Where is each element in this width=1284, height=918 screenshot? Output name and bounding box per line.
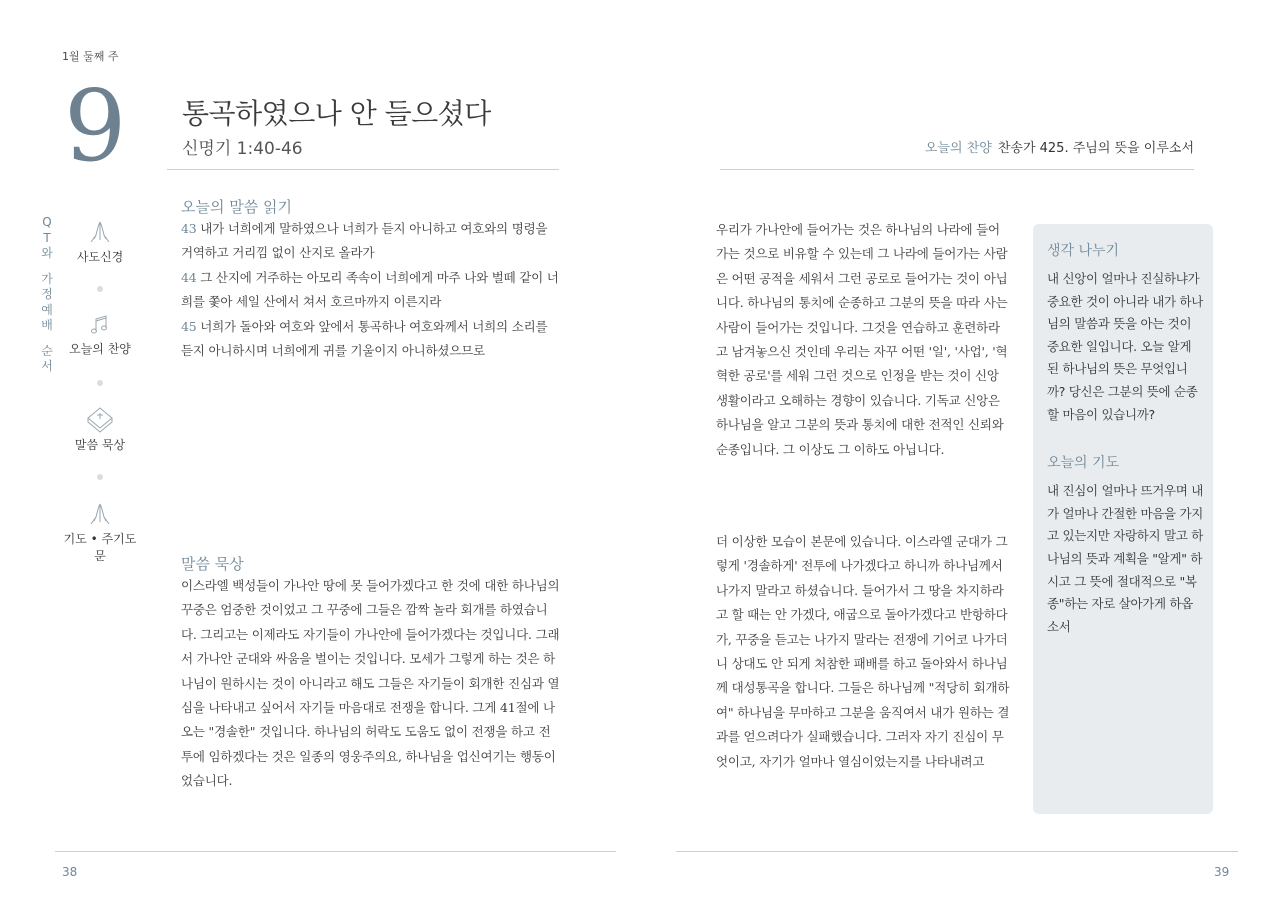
verse: 45 너희가 돌아와 여호와 앞에서 통곡하나 여호와께서 너희의 소리를 듣지 아니하시며 너희에게 귀를 기울이지 아니하셨으므로 [181,318,548,359]
meditation-text: 이스라엘 백성들이 가나안 땅에 못 들어가겠다고 한 것에 대한 하나님의 꾸중은 엄중한 것이었고 그 꾸중에 그들은 깜짝 놀라 회개를 하였습니다. 그리고는 이제라도 자기들이 가나안에 들어가겠다는 것입니다. 그래서 가나안 군대와 싸움을 벌이는 것입니다. 모세가 그렇게 하는 것은 하나님이 원하시는 것이 아니라고 해도 그들은 자기들이 회개한 진심과 열심을 나타내고 싶어서 자기들 마음대로 전쟁을 합니다. 그게 41절에 나오는 "경솔한" 것입니다. 하나님의 허락도 도움도 없이 전쟁을 하고 전투에 임하겠다는 것은 일종의 영웅주의요, 하나님을 업신여기는 행동이었습니다. [181,578,560,789]
sidebar-dot [97,380,103,386]
footer-divider [676,851,1238,852]
prayer-heading: 오늘의 기도 [1047,455,1120,472]
meditation-section [181,553,561,794]
sidebar-item-hymn [60,310,140,357]
bible-book-icon [84,404,116,434]
sidebar-dot [97,286,103,292]
day-number: 9 [64,70,127,184]
hymn-label: 오늘의 찬양 [924,141,992,156]
page-number-left: 38 [62,865,78,879]
verse-list [181,217,561,363]
vertical-order-label: Q T 와 가 정 예 배 순 서 [41,215,53,373]
verse: 44 그 산지에 거주하는 아모리 족속이 너희에게 마주 나와 벌떼 같이 너희를 쫓아 세일 산에서 쳐서 호르마까지 이른지라 [181,269,559,310]
sidebar-item-label: 말씀 묵상 [74,438,126,452]
page-title: 통곡하였으나 안 들으셨다 [182,97,491,130]
prayer-text: 내 진심이 얼마나 뜨거우며 내가 얼마나 간절한 마음을 가지고 있는지만 자랑하지 말고 하나님의 뜻과 계획을 "알게" 하시고 그 뜻에 절대적으로 "복종"하는 자로 살아가게 하옵소서 [1047,483,1203,634]
week-label: 1월 둘째 주 [62,50,119,63]
reading-section [181,196,561,363]
body-paragraph-1: 우리가 가나안에 들어가는 것은 하나님의 나라에 들어가는 것으로 비유할 수 있는데 그 나라에 들어가는 사람은 어떤 공적을 세워서 그런 공로로 들어가는 것이 아닙니다. 하나님의 통치에 순종하고 그분의 뜻을 따라 사는 사람이 들어가는 것입니다. 그것을 연습하고 훈련하라고 남겨놓으신 것인데 우리는 자꾸 어떤 '일', '사업', '혁혁한 공로'를 세워 그런 것으로 인정을 받는 것이 신앙생활이라고 오해하는 경향이 있습니다. 기독교 신앙은 하나님을 알고 그분의 뜻과 통치에 대한 전적인 신뢰와 순종입니다. 그 이상도 그 이하도 아닙니다. [716,222,1008,457]
hymn-divider [720,169,1194,170]
body-paragraph-2: 더 이상한 모습이 본문에 있습니다. 이스라엘 군대가 그렇게 '경솔하게' 전투에 나가겠다고 하니까 하나님께서 나가지 말라고 하셨습니다. 들어가서 그 땅을 차지하라고 할 때는 안 가겠다, 애굽으로 돌아가겠다고 반항하다가, 꾸중을 듣고는 나가지 말라는 전쟁에 기어코 나가더니 상대도 안 되게 처참한 패배를 하고 돌아와서 하나님께 대성통곡을 합니다. 그들은 하나님께 "적당히 회개하여" 하나님을 무마하고 그분을 움직여서 내가 원하는 결과를 얻으려다가 실패했습니다. 그러자 자기 진심이 무엇이고, 자기가 얼마나 열심이었는지를 나타내려고 [716,534,1010,769]
meditation-heading: 말씀 묵상 [181,555,244,573]
share-text: 내 신앙이 얼마나 진실하냐가 중요한 것이 아니라 내가 하나님의 말씀과 뜻을 아는 것이 중요한 일입니다. 오늘 알게 된 하나님의 뜻은 무엇입니까? 당신은 그분의 뜻에 순종할 마음이 있습니까? [1047,271,1203,422]
hymn-line [925,137,1194,156]
sidebar-item-label: 사도신경 [76,250,124,264]
sidebar-item-label: 오늘의 찬양 [69,342,131,356]
title-divider [167,169,559,170]
verse: 43 내가 너희에게 말하였으나 너희가 듣지 아니하고 여호와의 명령을 거역하고 거리낌 없이 산지로 올라가 [181,221,548,261]
sidebar-item-meditation [60,404,140,453]
music-note-icon [86,310,114,338]
sidebar-item-label: 기도 • 주기도문 [63,532,137,563]
share-heading: 생각 나누기 [1047,243,1120,259]
praying-hands-icon [86,218,114,246]
page-number-right: 39 [1214,865,1230,879]
reflection-panel [1033,224,1213,814]
sidebar-item-prayer [60,500,140,564]
praying-hands-icon [86,500,114,528]
scripture-reference: 신명기 1:40-46 [182,139,303,159]
footer-divider [55,851,616,852]
reading-heading: 오늘의 말씀 읽기 [181,198,292,216]
hymn-title: 찬송가 425. 주님의 뜻을 이루소서 [997,141,1194,156]
sidebar-item-creed [60,218,140,265]
sidebar-dot [97,474,103,480]
